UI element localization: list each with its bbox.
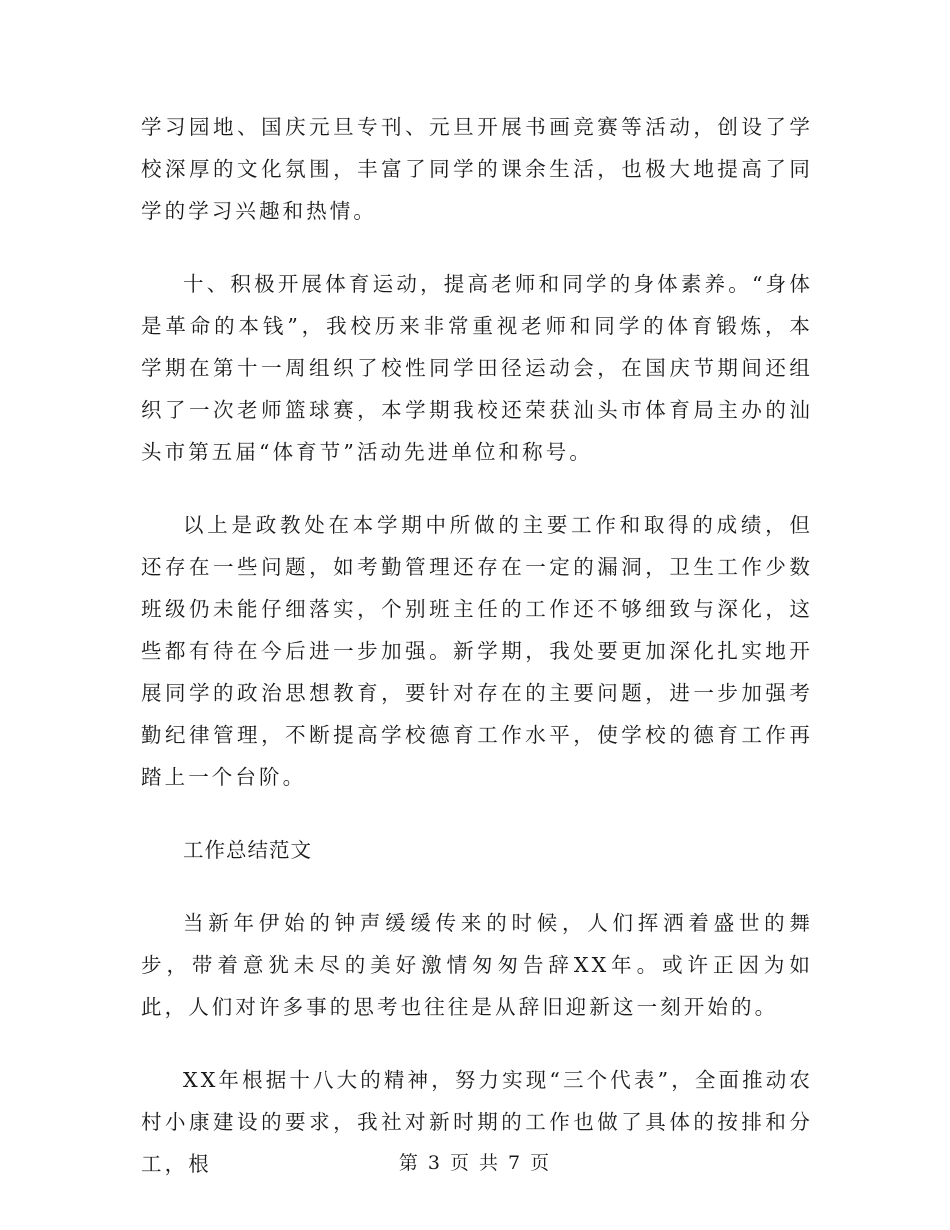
paragraph-sports: 十、积极开展体育运动，提高老师和同学的身体素养。“身体是革命的本钱”，我校历来非常重视老师和同学的体育锻炼，本学期在第十一周组织了校性同学田径运动会，在国庆节期间还组织了一次老师篮球赛，本学期我校还荣获汕头市体育局主办的汕头市第五届“体育节”活动先进单位和称号。 xyxy=(141,272,813,464)
page-number-footer: 第 3 页 共 7 页 xyxy=(398,1152,552,1174)
section-heading: 工作总结范文 xyxy=(183,838,312,862)
paragraph-plan: XX年根据十八大的精神，努力实现“三个代表”，全面推动农村小康建设的要求，我社对新时期的工作也做了具体的按排和分工，根 xyxy=(141,1068,813,1176)
paragraph-cultural-activities: 学习园地、国庆元旦专刊、元旦开展书画竞赛等活动，创设了学校深厚的文化氛围，丰富了同学的课余生活，也极大地提高了同学的学习兴趣和热情。 xyxy=(141,115,813,223)
document-body xyxy=(141,106,813,1216)
paragraph-summary: 以上是政教处在本学期中所做的主要工作和取得的成绩，但还存在一些问题，如考勤管理还存在一定的漏洞，卫生工作少数班级仍未能仔细落实，个别班主任的工作还不够细致与深化，这些都有待在今后进一步加强。新学期，我处要更加深化扎实地开展同学的政治思想教育，要针对存在的主要问题，进一步加强考勤纪律管理，不断提高学校德育工作水平，使学校的德育工作再踏上一个台阶。 xyxy=(141,513,813,789)
paragraph-new-year: 当新年伊始的钟声缓缓传来的时候，人们挥洒着盛世的舞步，带着意犹未尽的美好激情匆匆告辞XX年。或许正因为如此，人们对许多事的思考也往往是从辞旧迎新这一刻开始的。 xyxy=(141,911,813,1019)
